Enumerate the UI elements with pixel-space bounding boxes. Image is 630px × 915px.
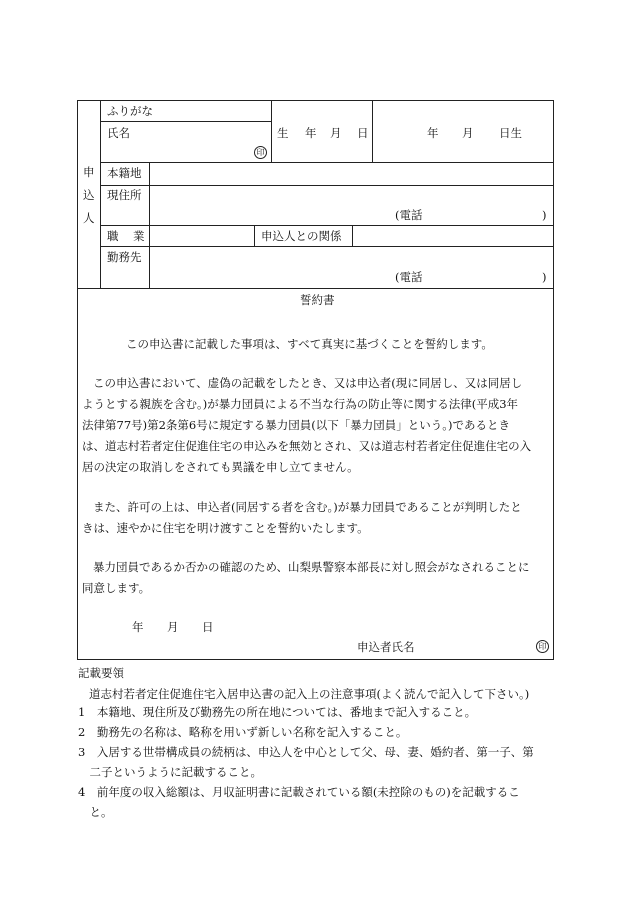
grid-line	[254, 225, 255, 246]
domicile-field[interactable]	[152, 164, 552, 183]
domicile-label: 本籍地	[107, 166, 142, 180]
pledge-line: きは、速やかに住宅を明け渡すことを誓約いたします。	[82, 521, 369, 535]
furigana-label: ふりがな	[107, 104, 153, 118]
notes-subtitle: 道志村若者定住促進住宅入居申込書の記入上の注意事項(よく読んで記入して下さい。)	[89, 687, 530, 701]
pledge-line: 暴力団員であるか否かの確認のため、山梨県警察本部長に対し照会がなされることに	[93, 560, 530, 574]
pledge-line: は、道志村若者定住促進住宅の申込みを無効とされ、又は道志村若者定住促進住宅の入	[82, 439, 532, 453]
occupation-label-char: 業	[133, 229, 145, 243]
pledge-paragraph-1	[82, 373, 531, 478]
notes-line: 二子というように記載すること。	[78, 765, 262, 779]
pledge-line: 居の決定の取消しをされても異議を申し立てません。	[82, 460, 359, 474]
pledge-intro: この申込書に記載した事項は、すべて真実に基づくことを誓約します。	[126, 337, 493, 351]
pledge-line: 同意します。	[82, 581, 151, 595]
occupation-field[interactable]	[152, 227, 252, 244]
grid-line	[100, 121, 271, 122]
pledge-date-year: 年	[132, 620, 144, 634]
pledge-date-field[interactable]	[100, 617, 220, 635]
address-phone-field[interactable]	[430, 206, 538, 223]
notes-line: と。	[78, 805, 113, 819]
notes-line: 2 勤務先の名称は、略称を用いず新しい名称を記入すること。	[78, 725, 408, 739]
notes-line: 3 入居する世帯構成員の続柄は、申込人を中心として父、母、妻、婚約者、第一子、第	[78, 745, 534, 759]
pledge-paragraph-3	[82, 557, 530, 599]
workplace-phone-label: (電話	[395, 270, 423, 284]
birth-month-unit: 月	[462, 126, 474, 140]
seal-stamp-icon: 印	[536, 640, 549, 653]
grid-line	[100, 225, 554, 226]
pledge-line: ようとする親族を含む。)が暴力団員による不当な行為の防止等に関する法律(平成3年	[82, 397, 519, 411]
birth-day-unit: 日生	[499, 126, 522, 140]
seal-stamp-icon: 印	[254, 146, 267, 159]
grid-line	[77, 288, 554, 289]
grid-line	[372, 100, 373, 162]
address-phone-label: (電話	[395, 208, 423, 222]
signer-label: 申込者氏名	[357, 640, 415, 654]
name-label: 氏名	[107, 126, 130, 140]
birth-label-char: 年	[305, 126, 317, 140]
grid-line	[100, 162, 554, 163]
birth-date-field[interactable]	[378, 104, 550, 158]
grid-line	[271, 100, 272, 162]
applicant-label-char: 込	[83, 188, 95, 202]
birth-label-char: 日	[357, 126, 369, 140]
notes-line: 1 本籍地、現住所及び勤務先の所在地については、番地まで記入すること。	[78, 705, 477, 719]
pledge-date-month: 月	[167, 620, 179, 634]
pledge-date-day: 日	[202, 620, 214, 634]
occupation-label-char: 職	[107, 229, 119, 243]
pledge-line: また、許可の上は、申込者(同居する者を含む。)が暴力団員であることが判明したと	[93, 500, 522, 514]
signer-name-field[interactable]	[420, 637, 530, 655]
birth-label-char: 月	[330, 126, 342, 140]
applicant-label-char: 人	[83, 211, 95, 225]
notes-line: 4 前年度の収入総額は、月収証明書に記載されている額(未控除のもの)を記載するこ	[78, 785, 520, 799]
workplace-label: 勤務先	[107, 250, 142, 264]
address-field[interactable]	[152, 187, 392, 223]
grid-line	[100, 100, 101, 288]
address-phone-close: )	[542, 208, 547, 222]
notes-list	[78, 702, 534, 822]
pledge-line: 法律第77号)第2条第6号に規定する暴力団員(以下「暴力団員」という。)であるとき	[82, 418, 510, 432]
pledge-line: この申込書において、虚偽の記載をしたとき、又は申込者(現に同居し、又は同居し	[93, 376, 523, 390]
furigana-field[interactable]	[160, 103, 268, 119]
birth-year-unit: 年	[427, 126, 439, 140]
grid-line	[352, 225, 353, 246]
relation-label: 申込人との関係	[261, 229, 342, 243]
grid-line	[100, 185, 554, 186]
workplace-field[interactable]	[152, 248, 392, 286]
grid-line	[149, 162, 150, 288]
applicant-label-char: 申	[83, 165, 95, 179]
workplace-phone-close: )	[542, 270, 547, 284]
workplace-phone-field[interactable]	[430, 268, 538, 285]
notes-heading: 記載要領	[78, 666, 124, 680]
grid-line	[100, 246, 554, 247]
birth-label-char: 生	[277, 126, 289, 140]
pledge-paragraph-2	[82, 497, 522, 539]
address-label: 現住所	[107, 188, 142, 202]
relation-field[interactable]	[355, 227, 551, 244]
pledge-title: 誓約書	[300, 293, 335, 307]
name-field[interactable]	[140, 124, 248, 158]
